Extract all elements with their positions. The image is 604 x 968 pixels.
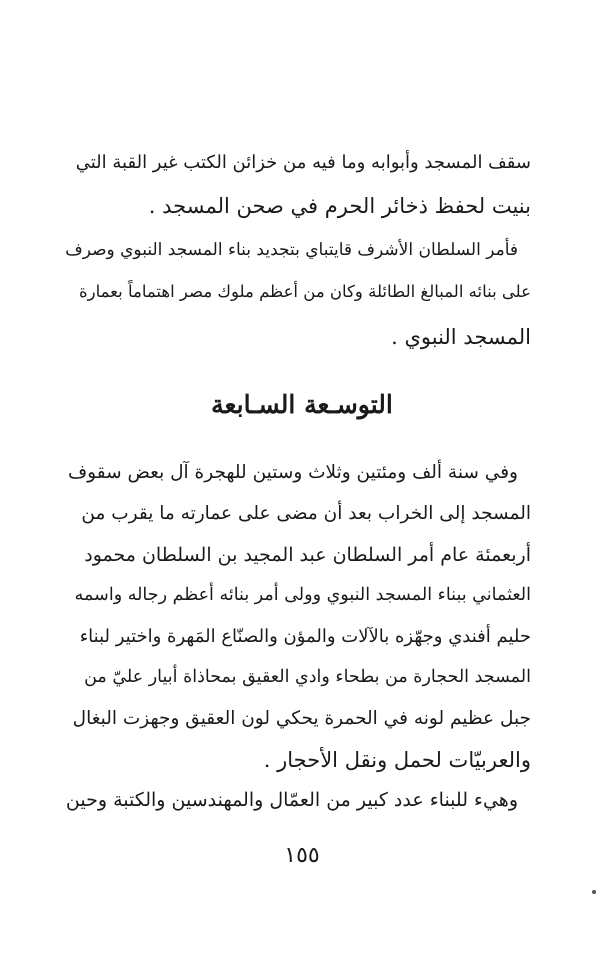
text-line: المسجد النبوي . [391,325,531,349]
scan-speck [592,890,596,894]
text-line: المسجد الحجارة من بطحاء وادي العقيق بمحاذاة أبيار عليّ من [84,667,531,687]
text-line: أربعمئة عام أمر السلطان عبد المجيد بن السلطان محمود [84,544,531,566]
text-line: سقف المسجد وأبوابه وما فيه من خزائن الكتب غير القبة التي [75,152,531,173]
text-line: وهيء للبناء عدد كبير من العمّال والمهندسين والكتبة وحين [65,789,518,811]
page-number: ١٥٥ [284,843,320,868]
section-heading: التوسـعة السـابعة [211,390,393,419]
text-line: المسجد إلى الخراب بعد أن مضى على عمارته ما يقرب من [81,503,531,524]
text-line: وفي سنة ألف ومئتين وثلاث وستين للهجرة آل بعض سقوف [68,462,518,483]
text-line: العثماني ببناء المسجد النبوي وولى أمر بنائه أعظم رجاله واسمه [74,585,531,605]
text-line: فأمر السلطان الأشرف قايتباي بتجديد بناء المسجد النبوي وصرف [65,240,518,260]
text-line: على بنائه المبالغ الطائلة وكان من أعظم ملوك مصر اهتماماً بعمارة [78,282,531,301]
text-line: جبل عظيم لونه في الحمرة يحكي لون العقيق وجهزت البغال [72,708,531,729]
text-line: والعربيّات لحمل ونقل الأحجار . [263,748,531,772]
text-line: بنيت لحفظ ذخائر الحرم في صحن المسجد . [148,194,531,218]
text-line: حليم أفندي وجهّزه بالآلات والمؤن والصنّاع المَهرة واختير لبناء [79,626,531,647]
